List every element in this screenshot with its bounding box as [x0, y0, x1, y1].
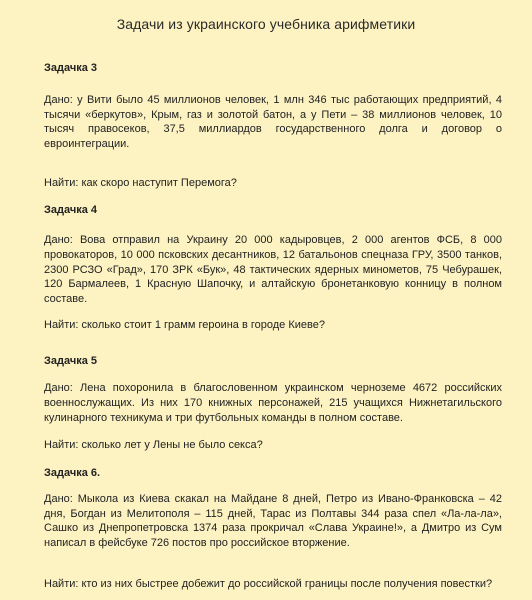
task-given: Дано: у Вити было 45 миллионов человек, 1 млн 346 тыс работающих предприятий, 4 тысячи «беркутов», Крым, газ и золотой батон, а у Пети – 38 миллионов человек, 10 тысяч правосеков, 37,5 миллиардов государственного долга и договор о евроинтеграции.: [44, 94, 502, 150]
task-given: Дано: Лена похоронила в благословенном украинском черноземе 4672 российских военнослужащих. Из них 170 книжных персонажей, 215 учащихся Нижнетагильского кулинарного техникума и три футбольных команды в полном составе.: [44, 382, 502, 424]
task-heading: Задачка 6.: [44, 467, 101, 480]
task-given: Дано: Мыкола из Киева скакал на Майдане 8 дней, Петро из Ивано-Франковска – 42 дня, Богдан из Мелитополя – 115 дней, Тарас из Полтавы 344 раза спел «Ла-ла-ла», Сашко из Днепропетровска 1374 раза прокричал «Слава Украине!», а Дмитро из Сум написал в фейсбуке 726 постов про российское вторжение.: [44, 493, 502, 549]
task-3: [44, 61, 502, 190]
task-4: [44, 203, 502, 332]
task-5: [44, 354, 502, 452]
task-find: Найти: кто из них быстрее добежит до российской границы после получения повестки?: [44, 577, 493, 590]
task-heading: Задачка 3: [44, 62, 98, 74]
task-find: Найти: сколько стоит 1 грамм героина в городе Киеве?: [44, 319, 325, 332]
task-find: Найти: сколько лет у Лены не было секса?: [44, 439, 263, 452]
task-find: Найти: как скоро наступит Перемога?: [44, 177, 237, 190]
task-heading: Задачка 4: [44, 204, 98, 217]
task-6: [44, 466, 502, 590]
page-title: Задачи из украинского учебника арифметики: [116, 16, 416, 32]
task-heading: Задачка 5: [44, 355, 98, 368]
task-given: Дано: Вова отправил на Украину 20 000 кадыровцев, 2 000 агентов ФСБ, 8 000 провокаторов, 10 000 псковских десантников, 12 батальонов спецназа ГРУ, 3500 танков, 2300 РСЗО «Град», 170 ЗРК «Бук», 48 тактических ядерных минометов, 75 Чебурашек, 120 Бармалеев, 1 Красную Шапочку, и алтайскую бронетанковую конницу в полном составе.: [44, 234, 502, 305]
